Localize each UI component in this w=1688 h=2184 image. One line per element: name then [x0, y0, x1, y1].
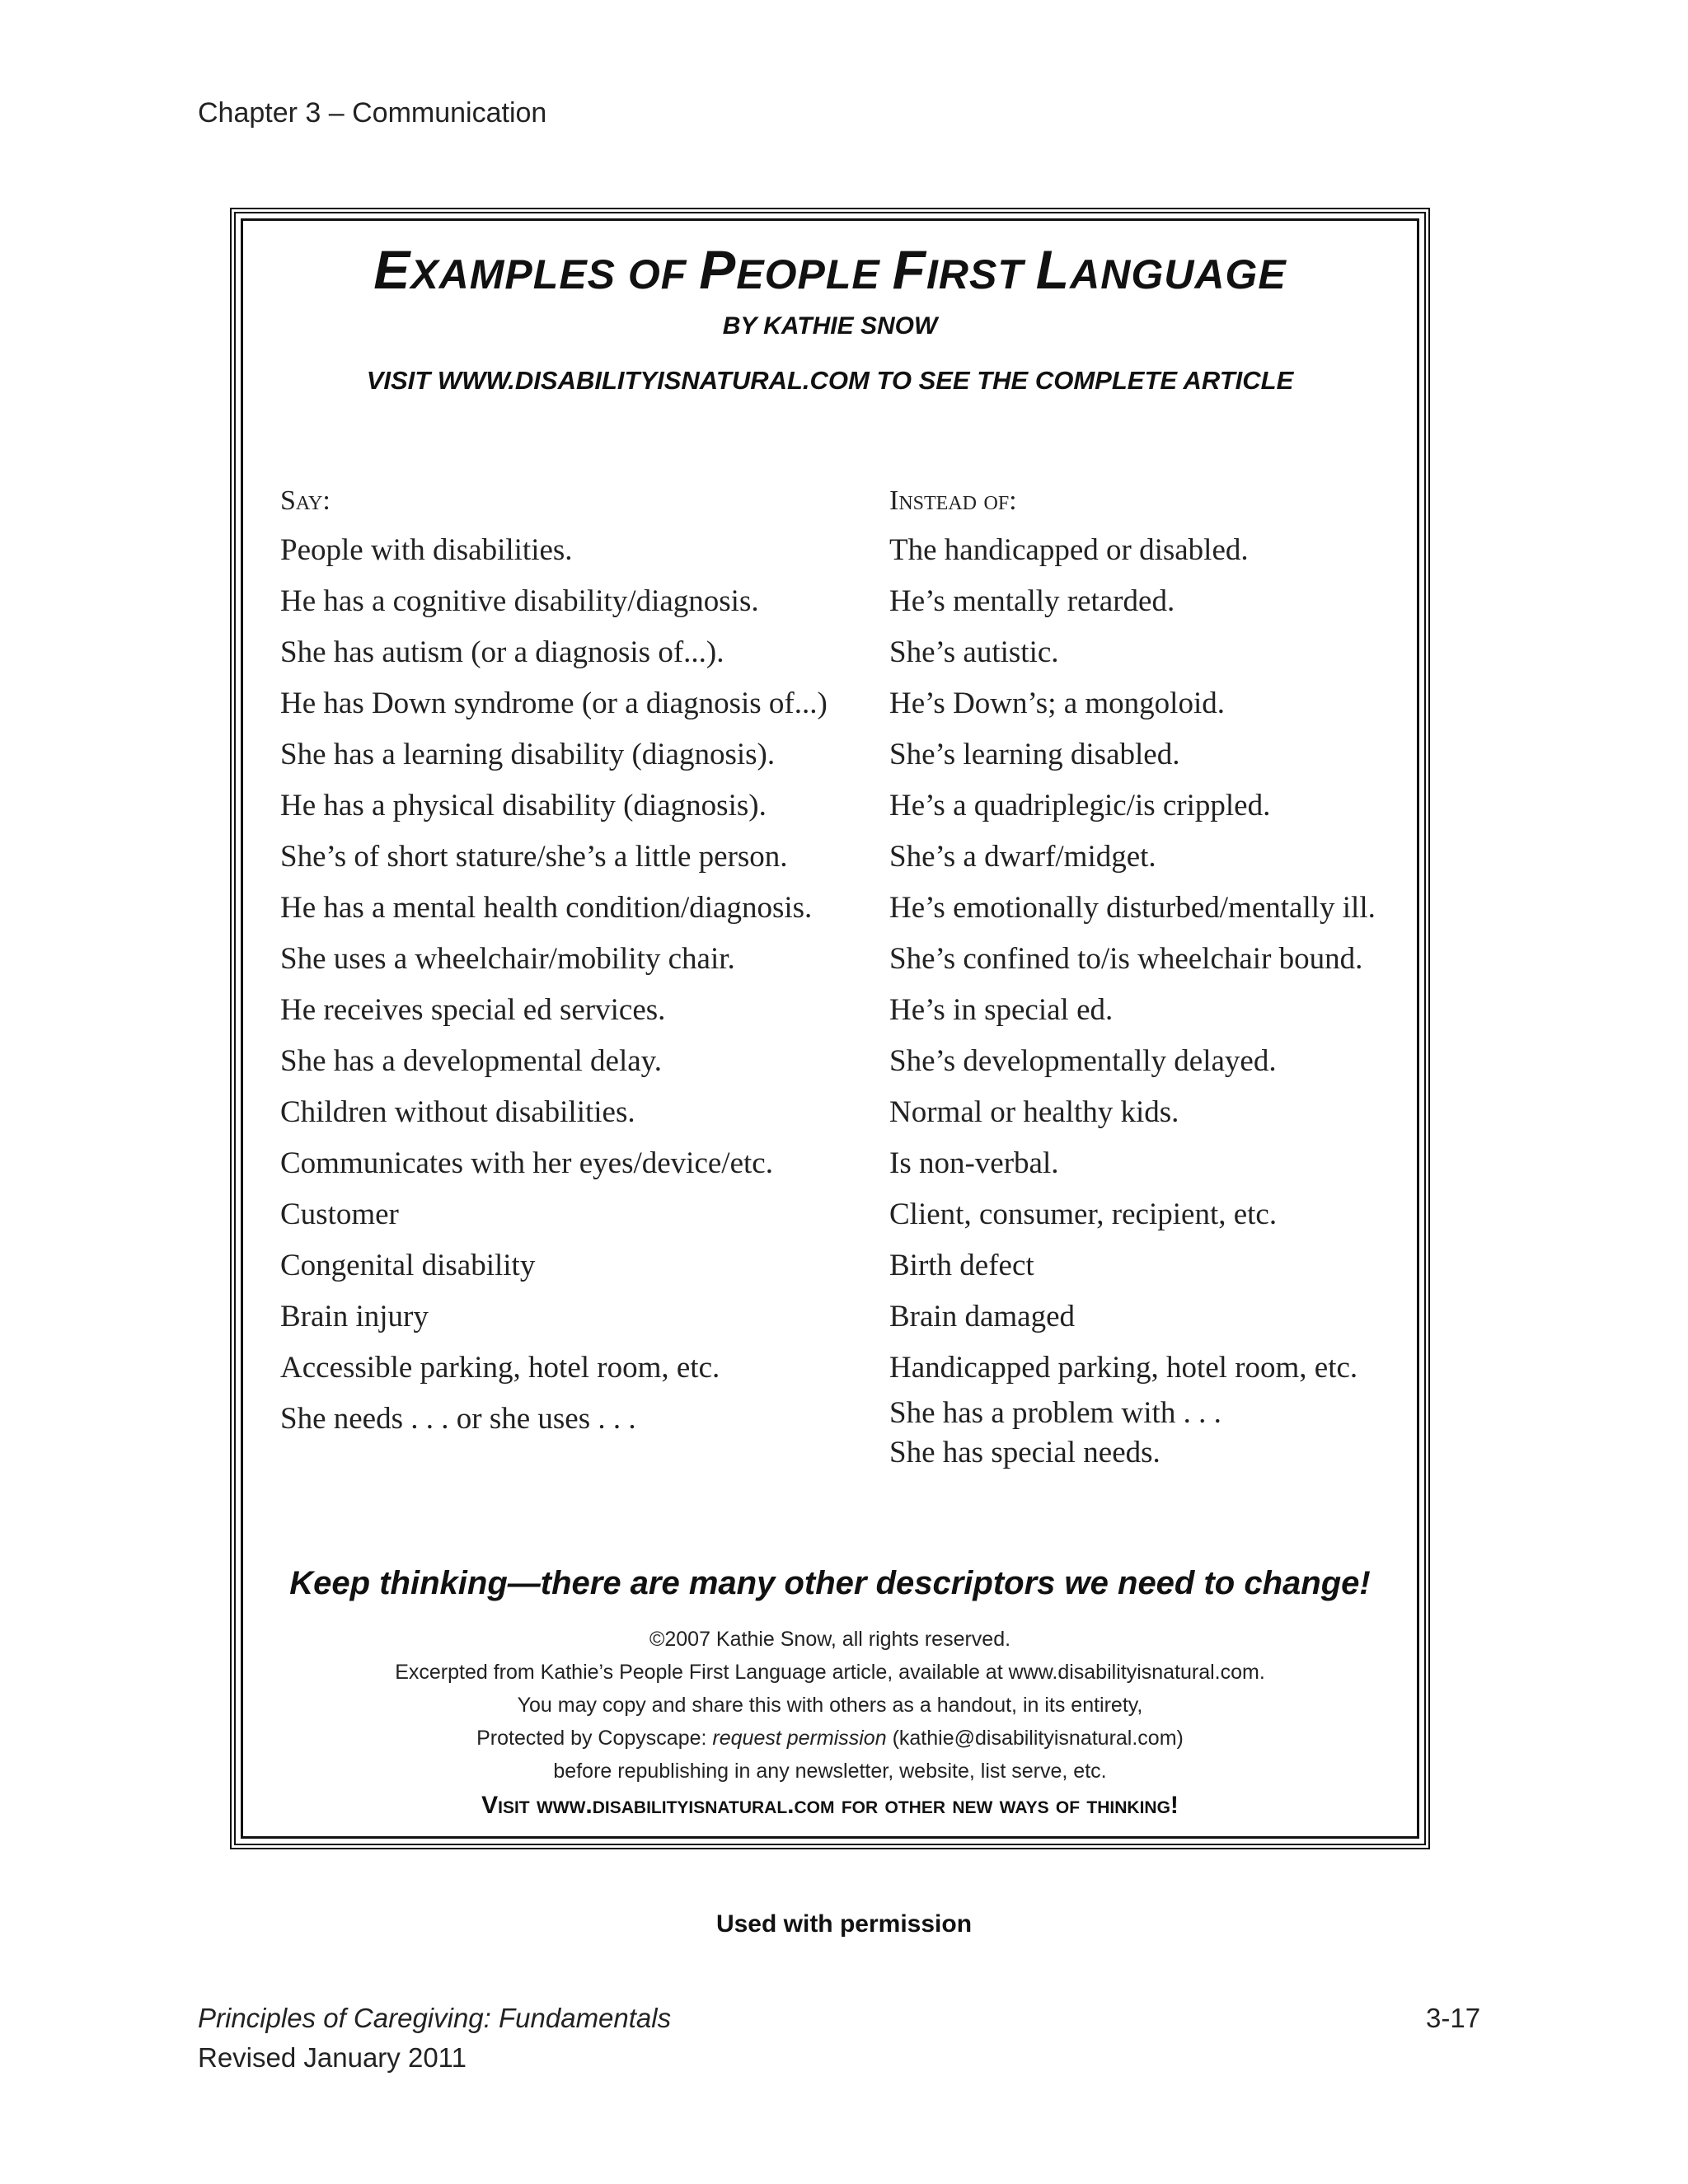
instead-item: He’s Down’s; a mongoloid. — [889, 687, 1225, 720]
protected-suffix: (kathie@disabilityisnatural.com) — [886, 1727, 1184, 1750]
title-part: L — [1035, 239, 1071, 300]
say-item: She has autism (or a diagnosis of...). — [280, 635, 724, 669]
instead-item: She’s a dwarf/midget. — [889, 840, 1156, 874]
title-part: ANGUAGE — [1070, 251, 1287, 298]
title-part: IRST — [926, 251, 1036, 298]
instead-item: He’s emotionally disturbed/mentally ill. — [889, 891, 1376, 925]
visit-link-bottom: Visit www.disabilityisnatural.com for other new ways of thinking! — [481, 1792, 1179, 1819]
byline: BY KATHIE SNOW — [722, 312, 938, 340]
say-item: People with disabilities. — [280, 533, 573, 567]
say-item: Accessible parking, hotel room, etc. — [280, 1351, 720, 1385]
say-item: She has a learning disability (diagnosis). — [280, 738, 776, 771]
copyright-line: ©2007 Kathie Snow, all rights reserved. — [649, 1628, 1011, 1651]
visit-link-top: VISIT WWW.DISABILITYISNATURAL.COM TO SEE THE COMPLETE ARTICLE — [366, 366, 1294, 395]
instead-item: Is non-verbal. — [889, 1146, 1059, 1180]
copyright-notice — [236, 1623, 1424, 1788]
instead-item: The handicapped or disabled. — [889, 533, 1249, 567]
revised-date: Revised January 2011 — [198, 2042, 467, 2073]
say-item: She needs . . . or she uses . . . — [280, 1402, 636, 1436]
excerpted-line: Excerpted from Kathie’s People First Language article, available at www.disabilityisnatural.com. — [395, 1661, 1265, 1684]
instead-item: She’s autistic. — [889, 635, 1059, 669]
footer-left — [198, 1999, 671, 2078]
request-permission-text: request permission — [712, 1727, 887, 1750]
instead-item: She’s developmentally delayed. — [889, 1044, 1277, 1078]
instead-item: She’s learning disabled. — [889, 738, 1180, 771]
say-item: She’s of short stature/she’s a little person. — [280, 840, 788, 874]
republishing-line: before republishing in any newsletter, website, list serve, etc. — [553, 1760, 1107, 1783]
instead-item: Birth defect — [889, 1249, 1034, 1282]
instead-item: She has a problem with . . . — [889, 1396, 1221, 1430]
say-item: She uses a wheelchair/mobility chair. — [280, 942, 735, 976]
chapter-heading: Chapter 3 – Communication — [198, 97, 547, 129]
instead-item: She has special needs. — [889, 1436, 1160, 1469]
title-part: EOPLE — [736, 251, 893, 298]
say-item: He has a mental health condition/diagnosis. — [280, 891, 813, 925]
say-item: Communicates with her eyes/device/etc. — [280, 1146, 773, 1180]
copy-share-line: You may copy and share this with others as a handout, in its entirety, — [517, 1694, 1143, 1717]
instead-item: He’s in special ed. — [889, 993, 1114, 1027]
title-part: E — [373, 239, 411, 300]
instead-item: He’s a quadriplegic/is crippled. — [889, 789, 1271, 823]
say-item: She has a developmental delay. — [280, 1044, 663, 1078]
instead-item: She’s confined to/is wheelchair bound. — [889, 942, 1363, 976]
used-with-permission: Used with permission — [715, 1910, 973, 1938]
book-title: Principles of Caregiving: Fundamentals — [198, 2003, 672, 2033]
say-item: He receives special ed services. — [280, 993, 666, 1027]
instead-item: Normal or healthy kids. — [889, 1095, 1179, 1129]
instead-item: Handicapped parking, hotel room, etc. — [889, 1351, 1358, 1385]
title-part: F — [892, 239, 926, 300]
page-number: 3-17 — [1426, 2003, 1481, 2033]
say-item: Customer — [280, 1197, 399, 1231]
say-heading: Say: — [280, 485, 331, 516]
instead-item: He’s mentally retarded. — [889, 584, 1175, 618]
title-part: XAMPLES OF — [410, 251, 700, 298]
keep-thinking-callout: Keep thinking—there are many other descriptors we need to change! — [289, 1565, 1371, 1601]
say-item: He has a cognitive disability/diagnosis. — [280, 584, 759, 618]
instead-heading: Instead of: — [889, 485, 1017, 516]
say-item: Congenital disability — [280, 1249, 536, 1282]
instead-column — [889, 477, 1417, 1473]
box-title — [236, 238, 1424, 301]
instead-item: Client, consumer, recipient, etc. — [889, 1197, 1278, 1231]
instead-item: Brain damaged — [889, 1300, 1075, 1333]
say-item: He has a physical disability (diagnosis). — [280, 789, 767, 823]
protected-line — [236, 1722, 1424, 1755]
say-item: Children without disabilities. — [280, 1095, 635, 1129]
say-item: He has Down syndrome (or a diagnosis of...) — [280, 687, 828, 720]
people-first-language-box — [230, 208, 1430, 1849]
say-column — [280, 477, 857, 1445]
title-part: P — [699, 239, 737, 300]
say-item: Brain injury — [280, 1300, 429, 1333]
protected-prefix: Protected by Copyscape: — [476, 1727, 713, 1750]
